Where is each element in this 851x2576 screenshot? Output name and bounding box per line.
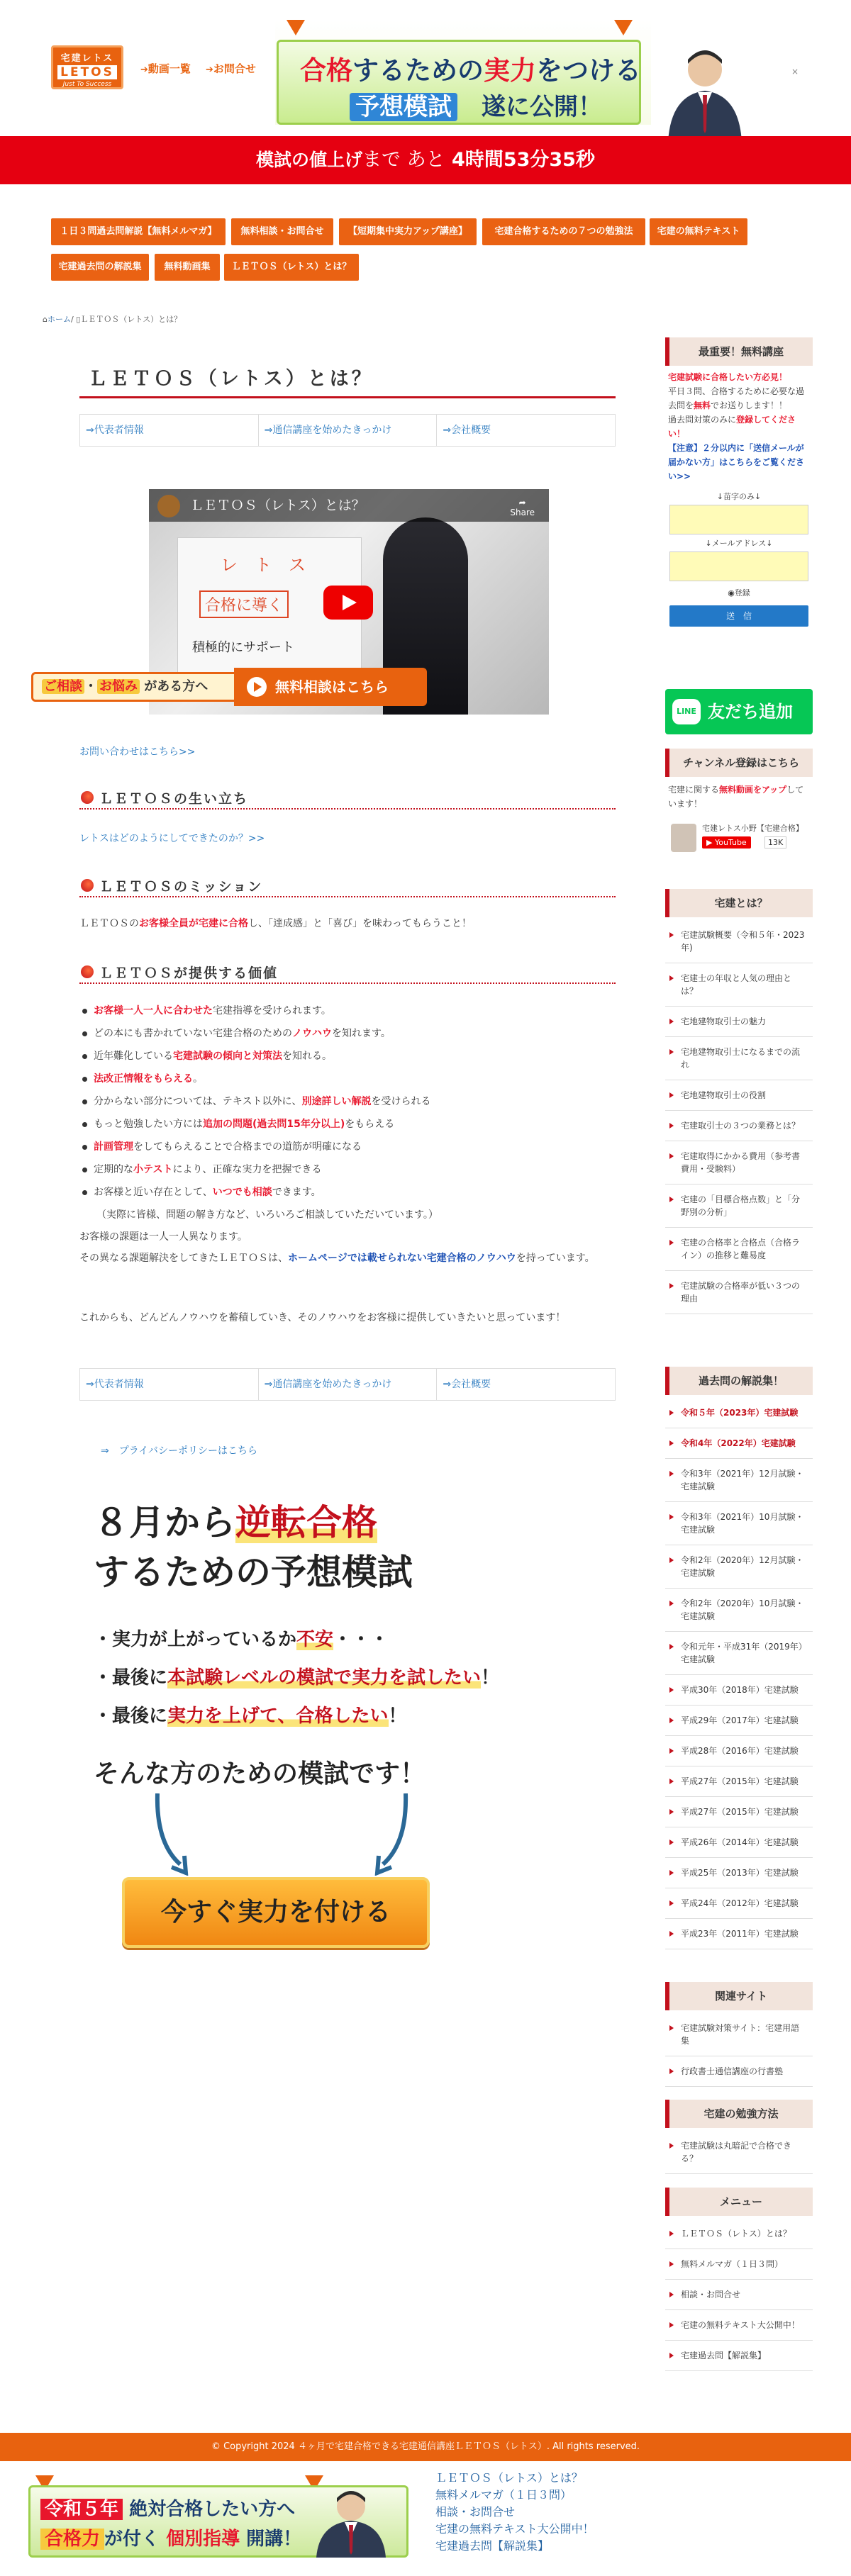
video-whiteboard: レ ト ス 合格に導く 積極的にサポート xyxy=(177,537,362,702)
past-exams-box xyxy=(665,1367,813,1949)
list-item[interactable]: 宅建過去問【解説集】 xyxy=(665,2341,813,2371)
related-sites-box xyxy=(665,1982,813,2087)
page-title: ＬＥＴＯＳ（レトス）とは？ xyxy=(79,363,616,398)
list-item[interactable]: 宅建士の年収と人気の理由とは？ xyxy=(665,963,813,1007)
paragraph-3: これからも、どんどんノウハウを蓄積していき、そのノウハウをお客様に提供していきたいと思っています！ xyxy=(79,1312,566,1323)
list-item[interactable]: ＬＥＴＯＳ（レトス）とは？ xyxy=(665,2219,813,2249)
list-item[interactable]: 宅建取得にかかる費用（参考書費用・受験料） xyxy=(665,1141,813,1185)
list-item: お客様と近い存在として、いつでも相談できます。 （実際に皆様、問題の解き方など、いろいろご相談していただいています。） xyxy=(79,1181,616,1226)
mock-exam-ad[interactable] xyxy=(79,1473,498,1955)
list-item[interactable]: 平成23年（2011年）宅建試験 xyxy=(665,1919,813,1949)
logo-line2: LETOS xyxy=(57,65,117,79)
channel-avatar xyxy=(157,495,180,517)
related-title: 関連サイト xyxy=(665,1982,813,2010)
paragraph-2: その異なる課題解決をしてきたＬＥＴＯＳは、ホームページでは載せられない宅建合格のノウハウを持っています。 xyxy=(79,1253,595,1264)
list-item: 近年難化している宅建試験の傾向と対策法を知れる。 xyxy=(79,1045,616,1068)
banner-line1: 合格するための実力をつける xyxy=(300,55,641,86)
instructor-photo xyxy=(665,45,745,142)
mission-text: ＬＥＴＯＳのお客様全員が宅建に合格し、「達成感」と「喜び」を味わってもらうこと！ xyxy=(79,918,472,929)
nav-contact-link[interactable]: ➔ お問合せ xyxy=(206,61,256,76)
list-item[interactable]: 令和元年・平成31年（2019年）宅建試験 xyxy=(665,1632,813,1675)
list-item[interactable]: 平成28年（2016年）宅建試験 xyxy=(665,1736,813,1766)
copyright-bar: © Copyright 2024 ４ヶ月で宅建合格できる宅建通信講座ＬＥＴＯＳ（レトス）. All rights reserved. xyxy=(0,2433,851,2461)
study-title: 宅建の勉強方法 xyxy=(665,2100,813,2128)
list-item[interactable]: 宅建試験対策サイト：宅建用語集 xyxy=(665,2013,813,2056)
list-item[interactable]: 令和3年（2021年）10月試験・宅建試験 xyxy=(665,1502,813,1545)
link-company[interactable]: ⇒会社概要 xyxy=(443,425,491,436)
play-icon[interactable] xyxy=(323,586,373,620)
list-item[interactable]: 宅地建物取引士の役割 xyxy=(665,1080,813,1111)
banner-arrow-left-icon xyxy=(287,20,305,35)
list-item: 分からない部分については、テキスト以外に、別途詳しい解説を受けられる xyxy=(79,1090,616,1113)
link-course-origin[interactable]: ⇒通信講座を始めたきっかけ xyxy=(259,1369,438,1400)
list-item[interactable]: 宅建取引士の３つの業務とは？ xyxy=(665,1111,813,1141)
link-representative[interactable]: ⇒代表者情報 xyxy=(80,1369,259,1400)
video-title: ＬＥＴＯＳ（レトス）とは？ xyxy=(149,489,549,522)
footer-instructor-photo xyxy=(312,2487,390,2558)
footer-menu-item[interactable]: 宅建過去問【解説集】 xyxy=(435,2539,550,2553)
list-item[interactable]: 宅建試験の合格率が低い３つの理由 xyxy=(665,1271,813,1314)
heading-mission: ＬＥＴＯＳのミッション xyxy=(79,876,616,897)
about-title: 宅建とは？ xyxy=(665,889,813,917)
list-item[interactable]: 宅地建物取引士の魅力 xyxy=(665,1007,813,1037)
channel-avatar xyxy=(671,824,696,852)
privacy-policy-link[interactable]: ⇒ プライバシーポリシーはこちら xyxy=(101,1445,258,1457)
list-item[interactable]: 宅地建物取引士になるまでの流れ xyxy=(665,1037,813,1080)
free-course-text: 宅建試験に合格したい方必見！ 平日３問、合格するために必要な過去問を無料でお送りします！！ 過去問対策のみに登録してください！ 【注意】２分以内に「送信メールが届かない方」はこちらをご覧ください>> xyxy=(665,366,813,488)
menu-box xyxy=(665,2188,813,2371)
footer-menu-item[interactable]: ＬＥＴＯＳ（レトス）とは？ xyxy=(435,2471,583,2485)
price-countdown-bar: 模試の値上げまで あと 4時間53分35秒 xyxy=(0,136,851,184)
footer-menu-item[interactable]: 宅建の無料テキスト大公開中！ xyxy=(435,2522,594,2536)
subscriber-count: 13K xyxy=(764,836,786,849)
link-representative[interactable]: ⇒代表者情報 xyxy=(80,415,259,446)
ad-line1: ８月から逆転合格 xyxy=(94,1501,377,1543)
past-title: 過去問の解説集！ xyxy=(665,1367,813,1395)
list-item[interactable]: 平成27年（2015年）宅建試験 xyxy=(665,1766,813,1797)
list-item[interactable]: 令和2年（2020年）12月試験・宅建試験 xyxy=(665,1545,813,1589)
email-label: ↓メールアドレス↓ xyxy=(705,539,773,548)
nav-videos-link[interactable]: ➔ 動画一覧 xyxy=(140,61,191,76)
link-table-bottom xyxy=(79,1368,616,1401)
list-item[interactable]: 平成26年（2014年）宅建試験 xyxy=(665,1827,813,1858)
free-consult-cta[interactable] xyxy=(31,668,427,706)
free-course-title: 最重要！無料講座 xyxy=(665,337,813,366)
breadcrumb: ⌂ホーム/ ▯ＬＥＴＯＳ（レトス）とは？ xyxy=(43,315,182,324)
footer-menu-item[interactable]: 無料メルマガ（１日３問） xyxy=(435,2488,572,2502)
header-mock-exam-banner[interactable] xyxy=(275,20,651,125)
youtube-button[interactable]: ▶ YouTube xyxy=(702,836,751,849)
ad-arrow-right-icon xyxy=(363,1793,420,1876)
ad-line3: そんな方のための模試です！ xyxy=(94,1759,426,1788)
list-item: 定期的な小テストにより、正確な実力を把握できる xyxy=(79,1158,616,1181)
ad-arrow-left-icon xyxy=(143,1793,200,1876)
home-icon: ⌂ xyxy=(43,315,48,324)
list-item[interactable]: 無料メルマガ（１日３問） xyxy=(665,2249,813,2280)
list-item[interactable]: 平成30年（2018年）宅建試験 xyxy=(665,1675,813,1706)
share-icon[interactable]: ➦ Share xyxy=(510,498,535,517)
onav-intensive-course[interactable]: 【短期集中実力アップ講座】 xyxy=(339,218,477,245)
list-item[interactable]: 宅建試験は丸暗記で合格できる？ xyxy=(665,2131,813,2174)
email-input[interactable] xyxy=(669,551,808,581)
banner-close-icon[interactable]: × xyxy=(791,67,799,77)
footer-banner-line1: 令和５年 絶対合格したい方へ xyxy=(40,2494,295,2521)
list-item[interactable]: 令和3年（2021年）12月試験・宅建試験 xyxy=(665,1459,813,1502)
ad-cta-button[interactable]: 今すぐ実力を付ける xyxy=(122,1877,430,1948)
contact-link[interactable]: お問い合わせはこちら>> xyxy=(79,746,196,758)
footer-banner-line2: 合格力 が付く 個別指導 開講！ xyxy=(40,2524,301,2550)
list-item[interactable]: 宅建試験概要（令和５年・2023年) xyxy=(665,920,813,963)
list-item[interactable]: 令和2年（2020年）10月試験・宅建試験 xyxy=(665,1589,813,1632)
list-item[interactable]: 令和4年（2022年）宅建試験 xyxy=(665,1428,813,1459)
youtube-subscribe-widget[interactable] xyxy=(665,817,813,862)
consult-label: ご相談 ・ お悩み がある方へ xyxy=(31,672,237,702)
list-item: もっと勉強したい方には追加の問題(過去問15年分以上)をもらえる xyxy=(79,1113,616,1136)
banner-arrow-right-icon xyxy=(614,20,633,35)
list-item: 計画管理をしてもらえることで合格までの道筋が明確になる xyxy=(79,1136,616,1158)
free-course-box xyxy=(665,337,813,723)
onav-free-videos[interactable]: 無料動画集 xyxy=(155,254,220,281)
heading-value: ＬＥＴＯＳが提供する価値 xyxy=(79,963,616,984)
breadcrumb-home[interactable]: ホーム xyxy=(47,315,71,324)
channel-box xyxy=(665,749,813,862)
channel-title: チャンネル登録はこちら xyxy=(665,749,813,777)
link-table-top xyxy=(79,414,616,447)
list-item[interactable]: 宅建の合格率と合格点（合格ライン）の推移と難易度 xyxy=(665,1228,813,1271)
logo-line3: Just To Success xyxy=(62,81,112,88)
list-item[interactable]: 宅建の「目標合格点数」と「分野別の分析」 xyxy=(665,1185,813,1228)
lastname-input[interactable] xyxy=(669,505,808,534)
site-logo[interactable] xyxy=(51,45,123,89)
list-item[interactable]: 平成24年（2012年）宅建試験 xyxy=(665,1888,813,1919)
consult-button[interactable]: 無料相談はこちら xyxy=(234,668,427,706)
about-takken-box xyxy=(665,889,813,1314)
list-item: どの本にも書かれていない宅建合格のためのノウハウを知れます。 xyxy=(79,1022,616,1045)
list-item[interactable]: 相談・お問合せ xyxy=(665,2280,813,2310)
footer-menu xyxy=(435,2470,594,2555)
study-method-box xyxy=(665,2100,813,2174)
paragraph-1: お客様の課題は一人一人異なります。 xyxy=(79,1231,247,1243)
list-item: 法改正情報をもらえる。 xyxy=(79,1068,616,1090)
list-item[interactable]: 行政書士通信講座の行書塾 xyxy=(665,2056,813,2087)
lastname-label: ↓苗字のみ↓ xyxy=(716,492,762,501)
ad-bullet1: ・実力が上がっているか不安・・・ xyxy=(94,1629,389,1650)
list-item: お客様一人一人に合わせた宅建指導を受けられます。 xyxy=(79,999,616,1022)
breadcrumb-current: ＬＥＴＯＳ（レトス）とは？ xyxy=(80,315,182,324)
page-icon: ▯ xyxy=(76,315,81,324)
menu-title: メニュー xyxy=(665,2188,813,2216)
list-item[interactable]: 平成25年（2013年）宅建試験 xyxy=(665,1858,813,1888)
onav-mailmag[interactable]: １日３問過去問解説【無料メルマガ】 xyxy=(51,218,226,245)
channel-name: 宅建レトス小野【宅建合格】 xyxy=(702,824,803,833)
link-course-origin[interactable]: ⇒通信講座を始めたきっかけ xyxy=(259,415,438,446)
ad-bullet3: ・最後に実力を上げて、合格したい！ xyxy=(94,1706,407,1727)
footer-tutoring-banner[interactable] xyxy=(28,2475,408,2558)
ad-bullet2: ・最後に本試験レベルの模試で実力を試したい！ xyxy=(94,1667,500,1689)
banner-panel xyxy=(277,40,641,125)
list-item[interactable]: 平成27年（2015年）宅建試験 xyxy=(665,1797,813,1827)
register-radio[interactable]: ◉登録 xyxy=(728,588,750,598)
line-add-friend-button[interactable]: LINE 友だち追加 xyxy=(665,689,813,734)
banner-line2: 予想模試 遂に公開！ xyxy=(350,87,602,122)
list-item[interactable]: 令和５年（2023年）宅建試験 xyxy=(665,1398,813,1428)
ad-line2: するための予想模試 xyxy=(94,1551,413,1593)
submit-button[interactable]: 送 信 xyxy=(669,605,808,627)
list-item[interactable]: 宅建の無料テキスト大公開中！ xyxy=(665,2310,813,2341)
channel-text: 宅建に関する無料動画をアップしています！ xyxy=(668,785,804,809)
onav-free-text[interactable]: 宅建の無料テキスト xyxy=(650,218,747,245)
onav-consult[interactable]: 無料相談・お問合せ xyxy=(231,218,333,245)
onav-past-exams[interactable]: 宅建過去問の解説集 xyxy=(51,254,149,281)
footer-menu-item[interactable]: 相談・お問合せ xyxy=(435,2505,516,2519)
value-list xyxy=(79,999,616,1226)
link-company[interactable]: ⇒会社概要 xyxy=(443,1379,491,1390)
logo-line1: 宅建レトス xyxy=(60,53,114,64)
heading-origin: ＬＥＴＯＳの生い立ち xyxy=(79,788,616,810)
list-item[interactable]: 平成29年（2017年）宅建試験 xyxy=(665,1706,813,1736)
origin-link[interactable]: レトスはどのようにしてできたのか？>> xyxy=(79,833,265,844)
onav-about-letos[interactable]: ＬＥＴＯＳ（レトス）とは？ xyxy=(224,254,359,281)
onav-7-methods[interactable]: 宅建合格するための７つの勉強法 xyxy=(482,218,645,245)
